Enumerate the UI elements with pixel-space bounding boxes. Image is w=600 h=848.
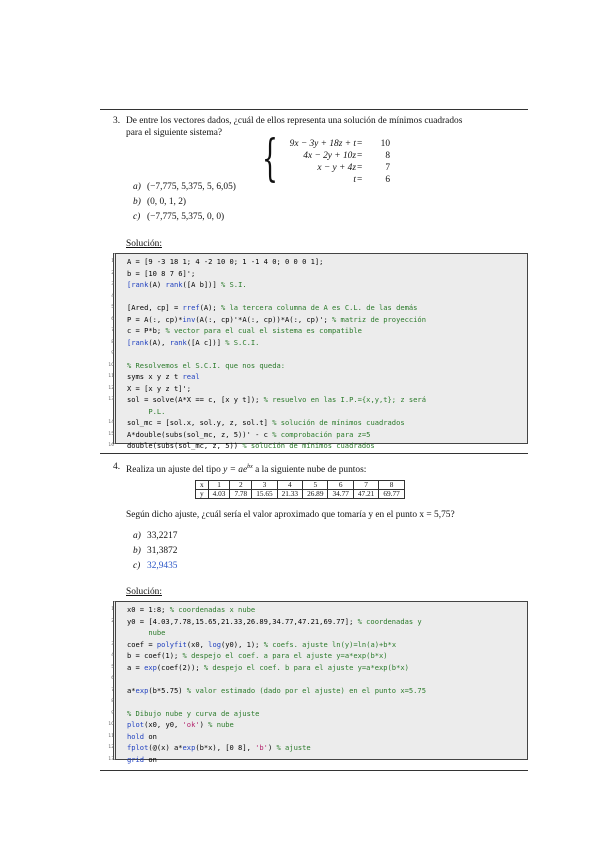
code-comment: % coordenadas y	[357, 616, 422, 626]
code-keyword: plot	[127, 720, 145, 729]
code-token: (x0,	[186, 639, 209, 649]
equation-rhs: 7	[385, 163, 390, 173]
code-token: a*	[127, 685, 136, 695]
q4-text-pre: Realiza un ajuste del tipo	[126, 465, 224, 476]
code-token: sol_mc = [sol.x, sol.y, z, sol.t]	[127, 418, 273, 427]
code-token: sol = solve(A*X == c, [x y t]);	[127, 395, 264, 404]
equation-equals: =	[357, 163, 363, 173]
code-line	[127, 663, 409, 672]
code-token: )	[199, 720, 209, 729]
option-label: c)	[133, 212, 141, 222]
code-token: P = A(:, cp)*	[127, 314, 183, 324]
line-number: 4	[111, 653, 114, 658]
code-keyword: rref	[182, 303, 200, 312]
code-token: (y0), 1);	[220, 639, 264, 649]
line-number: 1	[111, 607, 114, 612]
code-line	[127, 395, 426, 404]
code-line	[127, 430, 370, 439]
top-rule	[100, 109, 528, 110]
code-token: [Ared, cp] =	[127, 303, 183, 312]
line-number: 11	[108, 733, 114, 739]
line-number: 2	[111, 270, 114, 276]
line-number: 3	[111, 641, 114, 647]
table-cell-y: 21.33	[277, 490, 302, 499]
option-value: 31,3872	[147, 546, 178, 556]
code-comment: % resuelvo en las I.P.={x,y,t}; z será	[263, 395, 426, 404]
code-line	[127, 407, 165, 416]
code-token: A*double(subs(sol_mc, z, 5))' - c	[127, 429, 273, 439]
q4-solution-label: Solución:	[126, 587, 162, 597]
code-token: double(subs(sol_mc, z, 5))	[127, 441, 243, 450]
code-token: on	[144, 754, 157, 764]
code-line	[127, 640, 396, 649]
code-token	[127, 697, 131, 706]
code-comment: % S.C.I.	[225, 337, 260, 347]
code-line	[127, 674, 131, 683]
line-number: 4	[111, 293, 114, 299]
left-brace: {	[262, 129, 278, 187]
code-token: (x0, y0,	[144, 720, 183, 729]
option-value: (0, 0, 1, 2)	[147, 197, 187, 207]
code-token: (b*x), [0 8],	[195, 743, 256, 752]
q3-statement-line2: para el siguiente sistema?	[126, 128, 223, 138]
line-number: 15	[108, 431, 114, 437]
code-line	[127, 732, 157, 741]
code-string: 'b'	[255, 743, 268, 752]
equation-lhs: x − y + 4z	[317, 163, 356, 173]
table-cell-y: 7.78	[230, 490, 252, 499]
q4-text-post: a la siguiente nube de puntos:	[252, 465, 367, 476]
code-line	[127, 441, 375, 450]
equation-lhs: t	[353, 175, 356, 185]
line-number: 5	[111, 305, 114, 310]
equation-rhs: 8	[385, 151, 390, 161]
line-number: 14	[108, 420, 114, 425]
table-cell-y: 4.03	[208, 490, 230, 499]
line-number: 3	[111, 282, 114, 287]
option-value: (−7,775, 5,375, 5, 6,05)	[147, 182, 236, 192]
code-keyword: polyfit	[156, 639, 187, 649]
code-keyword: fplot	[127, 743, 149, 752]
code-keyword: log	[208, 639, 221, 649]
code-token: c = P*b;	[127, 326, 166, 335]
option-value: 33,2217	[147, 531, 178, 541]
line-number: 10	[108, 722, 114, 727]
code-keyword: inv	[182, 314, 196, 324]
code-comment: % comprobación para z=5	[272, 429, 371, 439]
code-line	[127, 418, 405, 427]
option-value: 32,9435	[147, 561, 178, 571]
line-number: 12	[108, 745, 114, 750]
line-number: 12	[108, 385, 114, 391]
line-number: 8	[111, 699, 114, 704]
code-comment: % matriz de proyección	[332, 314, 426, 324]
equation-lhs: 9x − 3y + 18z + t	[289, 139, 356, 149]
code-token: )	[267, 743, 277, 752]
code-line	[127, 755, 157, 764]
code-keyword: exp	[135, 685, 149, 695]
code-comment: % coordenadas x nube	[169, 605, 256, 614]
code-token: y0 = [4.03,7.78,15.65,21.33,26.89,34.77,47.21,69.77];	[127, 616, 358, 626]
code-line	[127, 315, 426, 324]
code-line	[127, 349, 131, 358]
code-token: syms x y z t	[127, 372, 183, 381]
table-cell-x: 6	[328, 481, 353, 490]
table-cell-y: 47.21	[353, 490, 378, 499]
table-x-label: x	[196, 481, 209, 490]
code-string: 'ok'	[182, 720, 200, 729]
code-token: (b*5.75)	[148, 685, 187, 695]
code-token: b = coef(1);	[127, 651, 183, 660]
code-line	[127, 709, 259, 718]
code-token: X = [x y z t]';	[127, 383, 192, 393]
code-line	[127, 361, 285, 370]
line-number: 8	[111, 339, 114, 345]
equation-rhs: 10	[380, 139, 390, 149]
code-comment: % valor estimado (dado por el ajuste) en el punto x=5.75	[186, 685, 426, 695]
code-line	[127, 303, 417, 312]
code-line	[127, 384, 191, 393]
code-line	[127, 743, 311, 752]
option-label: a)	[133, 531, 141, 541]
code-keyword: [rank	[127, 337, 149, 347]
table-cell-y: 34.77	[328, 490, 353, 499]
q4-formula: y = ae	[223, 465, 248, 476]
q4-number: 4.	[113, 462, 121, 472]
table-cell-y: 26.89	[303, 490, 328, 499]
equation-lhs: 4x − 2y + 10z	[303, 151, 356, 161]
line-number: 5	[111, 664, 114, 670]
code-comment: P.L.	[127, 406, 166, 416]
code-keyword: grid	[127, 754, 145, 764]
code-comment: % la tercera columna de A es C.L. de las demás	[220, 303, 418, 312]
code-keyword: hold	[127, 731, 145, 741]
code-comment: % S.I.	[220, 280, 247, 289]
code-comment: % despejo el coef. b para el ajuste y=a*exp(b*x)	[203, 662, 409, 672]
code-token: a =	[127, 662, 145, 672]
code-line	[127, 720, 234, 729]
code-line	[127, 617, 422, 626]
code-token: (coef(2));	[156, 662, 204, 672]
equation-rhs: 6	[385, 175, 390, 185]
code-token	[127, 292, 131, 301]
code-keyword: exp	[182, 743, 196, 752]
table-cell-x: 3	[252, 481, 277, 490]
points-table	[195, 480, 405, 499]
equation-equals: =	[357, 175, 363, 185]
code-token: (@(x) a*	[148, 743, 183, 752]
option-label: b)	[133, 546, 141, 556]
code-comment: % coefs. ajuste ln(y)=ln(a)+b*x	[263, 639, 397, 649]
option-label: a)	[133, 182, 141, 192]
code-line	[127, 628, 165, 637]
equation-equals: =	[357, 139, 363, 149]
line-number: 16	[108, 443, 114, 448]
table-cell-x: 1	[208, 481, 230, 490]
code-keyword: [rank	[127, 280, 149, 289]
line-number: 11	[108, 374, 114, 379]
code-token: (A),	[148, 337, 170, 347]
code-token: ([A c])]	[186, 337, 226, 347]
code-line	[127, 686, 426, 695]
line-number: 10	[108, 362, 114, 368]
table-cell-x: 5	[303, 481, 328, 490]
code-token	[127, 349, 131, 358]
q3-number: 3.	[113, 116, 121, 126]
code-comment: nube	[127, 628, 166, 637]
code-line	[127, 326, 362, 335]
q4-statement-line1	[126, 461, 366, 476]
option-label: b)	[133, 197, 141, 207]
code-keyword: rank	[169, 337, 187, 347]
line-number: 2	[111, 618, 114, 624]
code-line	[127, 605, 255, 614]
code-token: b = [10 8 7 6]';	[127, 268, 196, 278]
line-number: 13	[108, 756, 114, 762]
q4-statement-line2: Según dicho ajuste, ¿cuál sería el valor aproximado que tomaría y en el punto x = 5,75?	[126, 510, 455, 520]
code-comment: % ajuste	[276, 743, 311, 752]
code-keyword: real	[182, 372, 200, 381]
code-line	[127, 338, 259, 347]
table-cell-x: 7	[353, 481, 378, 490]
code-line	[127, 257, 323, 266]
code-comment: % solución de mínimos cuadrados	[272, 418, 405, 427]
code-keyword: exp	[144, 662, 157, 672]
q3-statement-line1: De entre los vectores dados, ¿cuál de ellos representa una solución de mínimos cuadrados	[126, 116, 463, 126]
code-token: (A);	[199, 303, 221, 312]
code-token: x0 = 1:8;	[127, 605, 170, 614]
code-comment: % solución de mínimos cuadrados	[242, 441, 375, 450]
code-line	[127, 292, 131, 301]
line-number: 7	[111, 328, 114, 333]
table-cell-x: 4	[277, 481, 302, 490]
code-token: ([A b])]	[182, 280, 221, 289]
q3-code-listing	[108, 253, 528, 450]
line-number: 6	[111, 316, 114, 322]
table-cell-y: 15.65	[252, 490, 277, 499]
q4-formula-exponent: bx	[247, 464, 253, 470]
code-token: (A(:, cp)'*A(:, cp))*A(:, cp)';	[195, 314, 333, 324]
q3-equation-system	[262, 129, 402, 189]
code-token: (A)	[148, 280, 166, 289]
table-y-label: y	[196, 490, 209, 499]
middle-rule	[100, 453, 528, 454]
q3-solution-label: Solución:	[126, 239, 162, 249]
line-number: 7	[111, 687, 114, 693]
code-token: coef =	[127, 639, 157, 649]
code-keyword: rank	[165, 280, 183, 289]
option-label: c)	[133, 561, 141, 571]
code-token: A = [9 -3 18 1; 4 -2 10 0; 1 -1 4 0; 0 0 0 1];	[127, 257, 324, 266]
q4-code-listing	[108, 601, 528, 764]
line-number: 9	[111, 710, 114, 716]
code-line	[127, 651, 388, 660]
code-line	[127, 280, 247, 289]
code-line	[127, 269, 195, 278]
code-comment: % vector para el cual el sistema es compatible	[165, 326, 362, 335]
code-token	[127, 674, 131, 683]
equation-equals: =	[357, 151, 363, 161]
table-cell-y: 69.77	[379, 490, 404, 499]
line-number: 13	[108, 397, 114, 402]
bottom-rule	[100, 770, 528, 771]
table-cell-x: 2	[230, 481, 252, 490]
line-number: 9	[111, 351, 114, 356]
table-row-y	[196, 490, 405, 499]
code-comment: % despejo el coef. a para el ajuste y=a*exp(b*x)	[182, 651, 388, 660]
table-cell-x: 8	[379, 481, 404, 490]
code-comment: % Resolvemos el S.C.I. que nos queda:	[127, 360, 286, 370]
code-line	[127, 697, 131, 706]
code-line	[127, 372, 200, 381]
code-comment: % nube	[208, 720, 234, 729]
code-comment: % Dibujo nube y curva de ajuste	[127, 708, 260, 718]
line-number: 6	[111, 676, 114, 681]
code-token: on	[144, 731, 157, 741]
line-number: 1	[111, 259, 114, 264]
option-value: (−7,775, 5,375, 0, 0)	[147, 212, 225, 222]
